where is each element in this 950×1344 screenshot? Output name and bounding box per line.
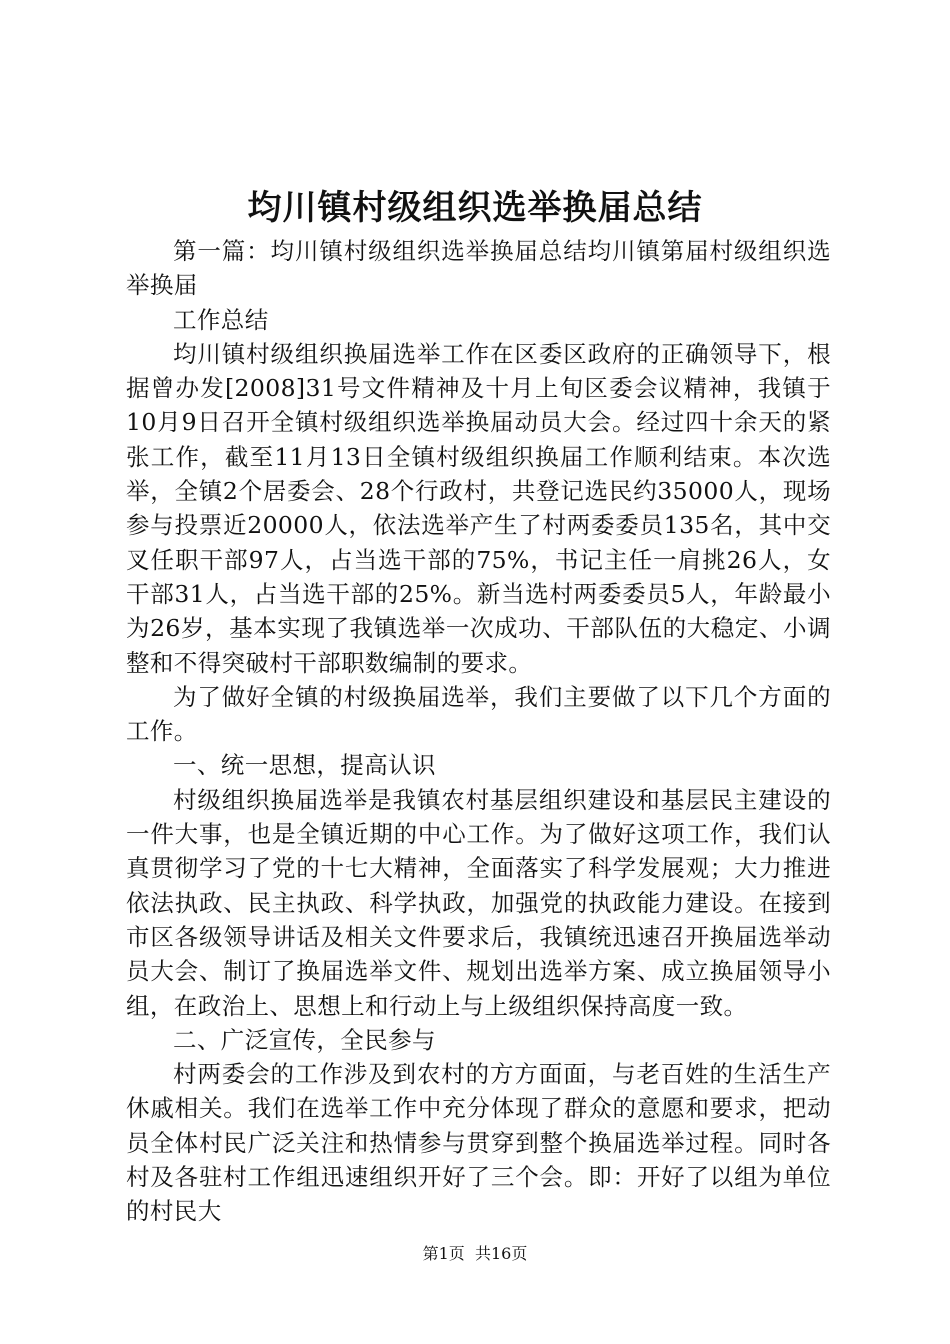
paragraph-section-1: 村级组织换届选举是我镇农村基层组织建设和基层民主建设的一件大事，也是全镇近期的中心工作。为了做好这项工作，我们认真贯彻学习了党的十七大精神，全面落实了科学发展观；大力推进依法执政、民主执政、科学执政，加强党的执政能力建设。在接到市区各级领导讲话及相关文件要求后，我镇统迅速召开换届选举动员大会、制订了换届选举文件、规划出选举方案、成立换届领导小组，在政治上、思想上和行动上与上级组织保持高度一致。 <box>126 785 831 1020</box>
paragraph-section-2: 村两委会的工作涉及到农村的方方面面，与老百姓的生活生产休戚相关。我们在选举工作中充分体现了群众的意愿和要求，把动员全体村民广泛关注和热情参与贯穿到整个换届选举过程。同时各村及各驻村工作组迅速组织开好了三个会。即：开好了以组为单位的村民大 <box>126 1060 831 1226</box>
document-title: 均川镇村级组织选举换届总结 <box>247 188 703 228</box>
section-heading-2: 二、广泛宣传，全民参与 <box>173 1025 436 1054</box>
paragraph-summary: 均川镇村级组织换届选举工作在区委区政府的正确领导下，根据曾办发[2008]31号文件精神及十月上旬区委会议精神，我镇于10月9日召开全镇村级组织选举换届动员大会。经过四十余天的紧张工作，截至11月13日全镇村级组织换届工作顺利结束。本次选举，全镇2个居委会、28个行政村，共登记选民约35000人，现场参与投票近20000人，依法选举产生了村两委委员135名，其中交叉任职干部97人，占当选干部的75%，书记主任一肩挑26人，女干部31人，占当选干部的25%。新当选村两委委员5人，年龄最小为26岁，基本实现了我镇选举一次成功、干部队伍的大稳定、小调整和不得突破村干部职数编制的要求。 <box>126 339 831 677</box>
paragraph-subtitle: 工作总结 <box>173 305 269 334</box>
paragraph-intro: 第一篇：均川镇村级组织选举换届总结均川镇第届村级组织选举换届 <box>126 237 831 300</box>
page-number: 第1页 <box>422 1244 465 1263</box>
paragraph-work-intro: 为了做好全镇的村级换届选举，我们主要做了以下几个方面的工作。 <box>126 682 831 746</box>
page-total: 共16页 <box>474 1244 528 1263</box>
section-heading-1: 一、统一思想，提高认识 <box>173 751 436 780</box>
document-body <box>126 234 831 1229</box>
page-footer <box>0 1243 950 1265</box>
